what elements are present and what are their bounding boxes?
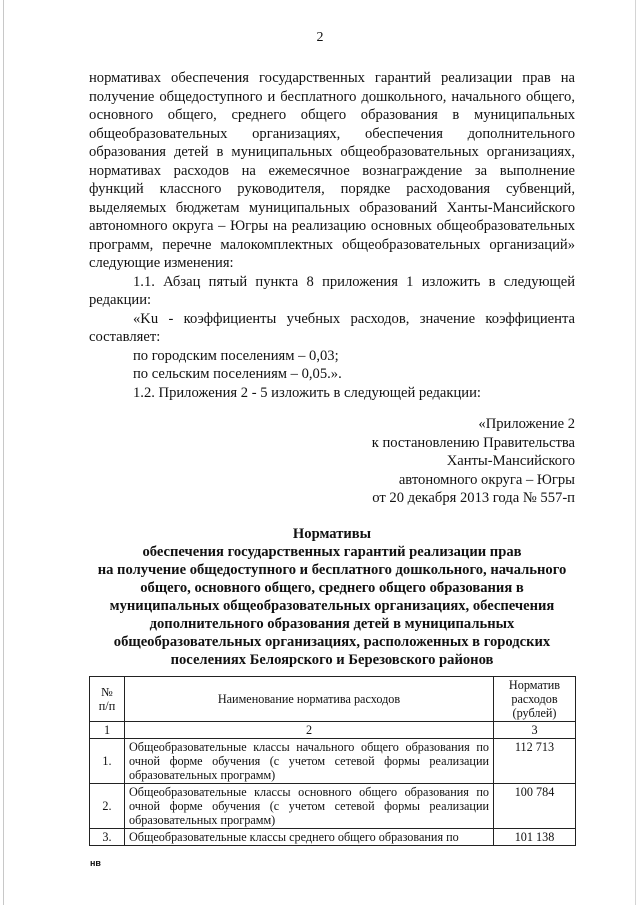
table-row	[90, 784, 576, 829]
appendix-line: автономного округа – Югры	[398, 471, 575, 488]
page-edge-right	[635, 0, 636, 905]
table-header-row	[90, 677, 576, 722]
item-1-2-paragraph: 1.2. Приложения 2 - 5 изложить в следующей редакции:	[133, 384, 481, 401]
row-num: 3.	[90, 829, 125, 846]
header-value	[494, 677, 576, 722]
table-row	[90, 739, 576, 784]
intro-paragraph: нормативах обеспечения государственных гарантий реализации прав на получение общедоступного и бесплатного дошкольного, начального общего, основного общего, среднего общего образования в муниципальных общеобразовательных организациях, обеспечения дополнительного образования детей в муниципальных общеобразовательных организациях, нормативах расходов на ежемесячное вознаграждение за выполнение функций классного руководителя, порядке расходования субвенций, выделяемых бюджетам муниципальных образований Ханты-Мансийского автономного округа – Югры на реализацию основных общеобразовательных программ, перечне малокомплектных общеобразовательных организаций» следующие изменения:	[89, 70, 575, 271]
item-1-1-paragraph: 1.1. Абзац пятый пункта 8 приложения 1 изложить в следующей редакции:	[89, 273, 575, 308]
column-number: 2	[125, 722, 494, 739]
appendix-line: Ханты-Мансийского	[446, 453, 575, 469]
document-body	[89, 69, 575, 669]
row-num: 1.	[90, 739, 125, 784]
ku-definition-paragraph: «Ku - коэффициенты учебных расходов, значение коэффициента составляет:	[89, 310, 575, 345]
header-num-line1: №	[101, 685, 113, 699]
row-value: 101 138	[494, 829, 576, 846]
appendix-line: от 20 декабря 2013 года № 557-п	[372, 490, 575, 506]
subtitle-line: на получение общедоступного и бесплатного дошкольного, начального	[97, 561, 567, 578]
document-title: Нормативы	[292, 525, 372, 542]
rural-coefficient-line: по сельским поселениям – 0,05.».	[133, 366, 342, 382]
page-edge-left	[3, 0, 4, 905]
row-name: Общеобразовательные классы основного общего образования по очной форме обучения (с учетом сетевой формы реализации образовательных программ)	[125, 784, 494, 829]
subtitle-line: поселениях Белоярского и Березовского районов	[170, 651, 494, 668]
table-row	[90, 829, 576, 846]
norms-table	[89, 676, 576, 846]
subtitle-line: общеобразовательных организациях, расположенных в городских	[113, 633, 551, 650]
subtitle-line: обеспечения государственных гарантий реализации прав	[142, 543, 522, 560]
header-value-line3: (рублей)	[512, 706, 557, 720]
page-number: 2	[316, 30, 324, 45]
appendix-line: к постановлению Правительства	[371, 434, 575, 451]
appendix-header	[89, 415, 575, 508]
appendix-line: «Приложение 2	[478, 416, 575, 432]
column-number: 1	[90, 722, 125, 739]
row-name: Общеобразовательные классы начального общего образования по очной форме обучения (с учетом сетевой формы реализации образовательных программ)	[125, 739, 494, 784]
subtitle-line: муниципальных общеобразовательных организациях, обеспечения	[109, 597, 555, 614]
row-name: Общеобразовательные классы среднего общего образования по	[125, 829, 494, 846]
row-num: 2.	[90, 784, 125, 829]
header-name: Наименование норматива расходов	[125, 677, 494, 722]
header-num-line2: п/п	[98, 699, 116, 713]
column-number: 3	[494, 722, 576, 739]
footer-mark: нв	[90, 858, 101, 868]
subtitle-line: дополнительного образования детей в муниципальных	[149, 615, 515, 632]
header-value-line2: расходов	[511, 692, 558, 706]
header-num	[90, 677, 125, 722]
column-number-row	[90, 722, 576, 739]
document-subtitle	[89, 543, 575, 669]
header-value-line1: Норматив	[508, 678, 561, 692]
urban-coefficient-line: по городским поселениям – 0,03;	[133, 347, 339, 364]
subtitle-line: общего, основного общего, среднего общего образования в	[140, 579, 524, 596]
row-value: 100 784	[494, 784, 576, 829]
row-value: 112 713	[494, 739, 576, 784]
